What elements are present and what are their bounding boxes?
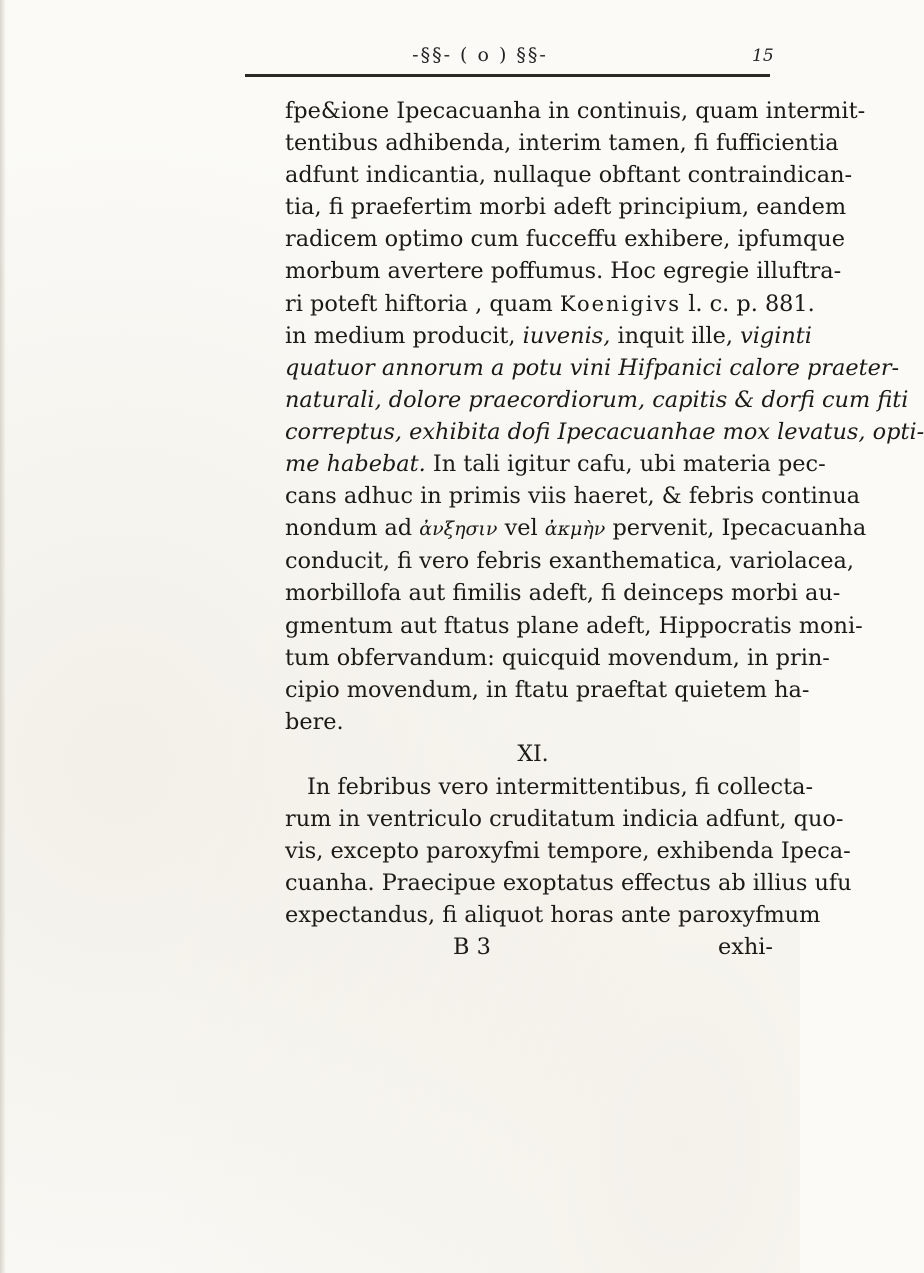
catchword: exhi- <box>717 934 773 961</box>
page-number: 15 <box>752 46 774 66</box>
greek-word: ἀκμὴν <box>544 518 606 541</box>
quote-line: quatuor annorum a potu vini Hifpanici calore praeter- <box>285 354 900 381</box>
header-ornament: -§§- ( o ) §§- <box>412 44 548 66</box>
text-line: fpe&ione Ipecacuanha in continuis, quam intermit- <box>285 98 866 124</box>
text-line: cuanha. Praecipue exoptatus effectus ab illius ufu <box>285 870 852 897</box>
main-text <box>285 95 924 964</box>
text-line: radicem optimo cum fucceffu exhibere, ipfumque <box>285 226 845 253</box>
text-segment: nondum ad <box>285 515 413 542</box>
page-gutter-shadow <box>0 0 6 1273</box>
text-line: rum in ventriculo cruditatum indicia adfunt, quo- <box>285 806 844 833</box>
page-header <box>0 44 800 84</box>
text-segment: vel <box>504 515 538 542</box>
text-line-quote-start <box>285 320 812 352</box>
text-segment: l. c. p. 881. <box>688 290 815 317</box>
text-segment: ri poteft hiftoria , quam <box>285 290 553 317</box>
text-segment: pervenit, Ipecacuanha <box>612 515 867 542</box>
text-line: tentibus adhibenda, interim tamen, fi fufficientia <box>285 130 839 157</box>
text-segment: inquit ille, <box>617 322 733 349</box>
greek-word: ἀνξησιν <box>419 518 498 541</box>
text-line: tia, fi praefertim morbi adeft principium, eandem <box>285 194 847 221</box>
text-line-greek <box>285 512 867 545</box>
text-line-quote-end <box>285 448 826 480</box>
text-segment: in medium producit, <box>285 322 516 349</box>
text-line: cipio movendum, in ftatu praeftat quietem ha- <box>285 676 810 703</box>
quote-segment: iuvenis, <box>522 322 611 349</box>
author-name: Koenigivs <box>559 291 682 316</box>
text-line-last: bere. <box>285 708 344 735</box>
text-line: vis, excepto paroxyfmi tempore, exhibenda Ipeca- <box>285 838 851 865</box>
quote-line: naturali, dolore praecordiorum, capitis & dorfi cum fiti <box>285 386 909 413</box>
text-line: morbillofa aut fimilis adeft, fi deinceps morbi au- <box>285 580 841 607</box>
text-segment: In tali igitur cafu, ubi materia pec- <box>432 451 826 478</box>
text-line: morbum avertere poffumus. Hoc egregie illuftra- <box>285 258 842 285</box>
text-line: expectandus, fi aliquot horas ante paroxyfmum <box>285 902 821 929</box>
page-footer <box>285 931 773 963</box>
header-rule <box>245 74 770 77</box>
signature-mark: B 3 <box>453 934 491 961</box>
text-line: conducit, fi vero febris exanthematica, variolacea, <box>285 548 855 575</box>
quote-line: correptus, exhibita dofi Ipecacuanhae mox levatus, opti- <box>285 418 924 445</box>
text-line: tum obfervandum: quicquid movendum, in prin- <box>285 644 830 671</box>
quote-segment: me habebat. <box>285 451 426 478</box>
text-line: cans adhuc in primis viis haeret, & febris continua <box>285 483 860 510</box>
text-line-paragraph-start: In febribus vero intermittentibus, fi collecta- <box>307 773 814 800</box>
text-line-citation <box>285 288 815 320</box>
section-heading: XI. <box>517 741 549 767</box>
text-line: adfunt indicantia, nullaque obftant contraindican- <box>285 162 853 189</box>
text-line: gmentum aut ftatus plane adeft, Hippocratis moni- <box>285 612 863 639</box>
quote-segment: viginti <box>740 322 812 349</box>
